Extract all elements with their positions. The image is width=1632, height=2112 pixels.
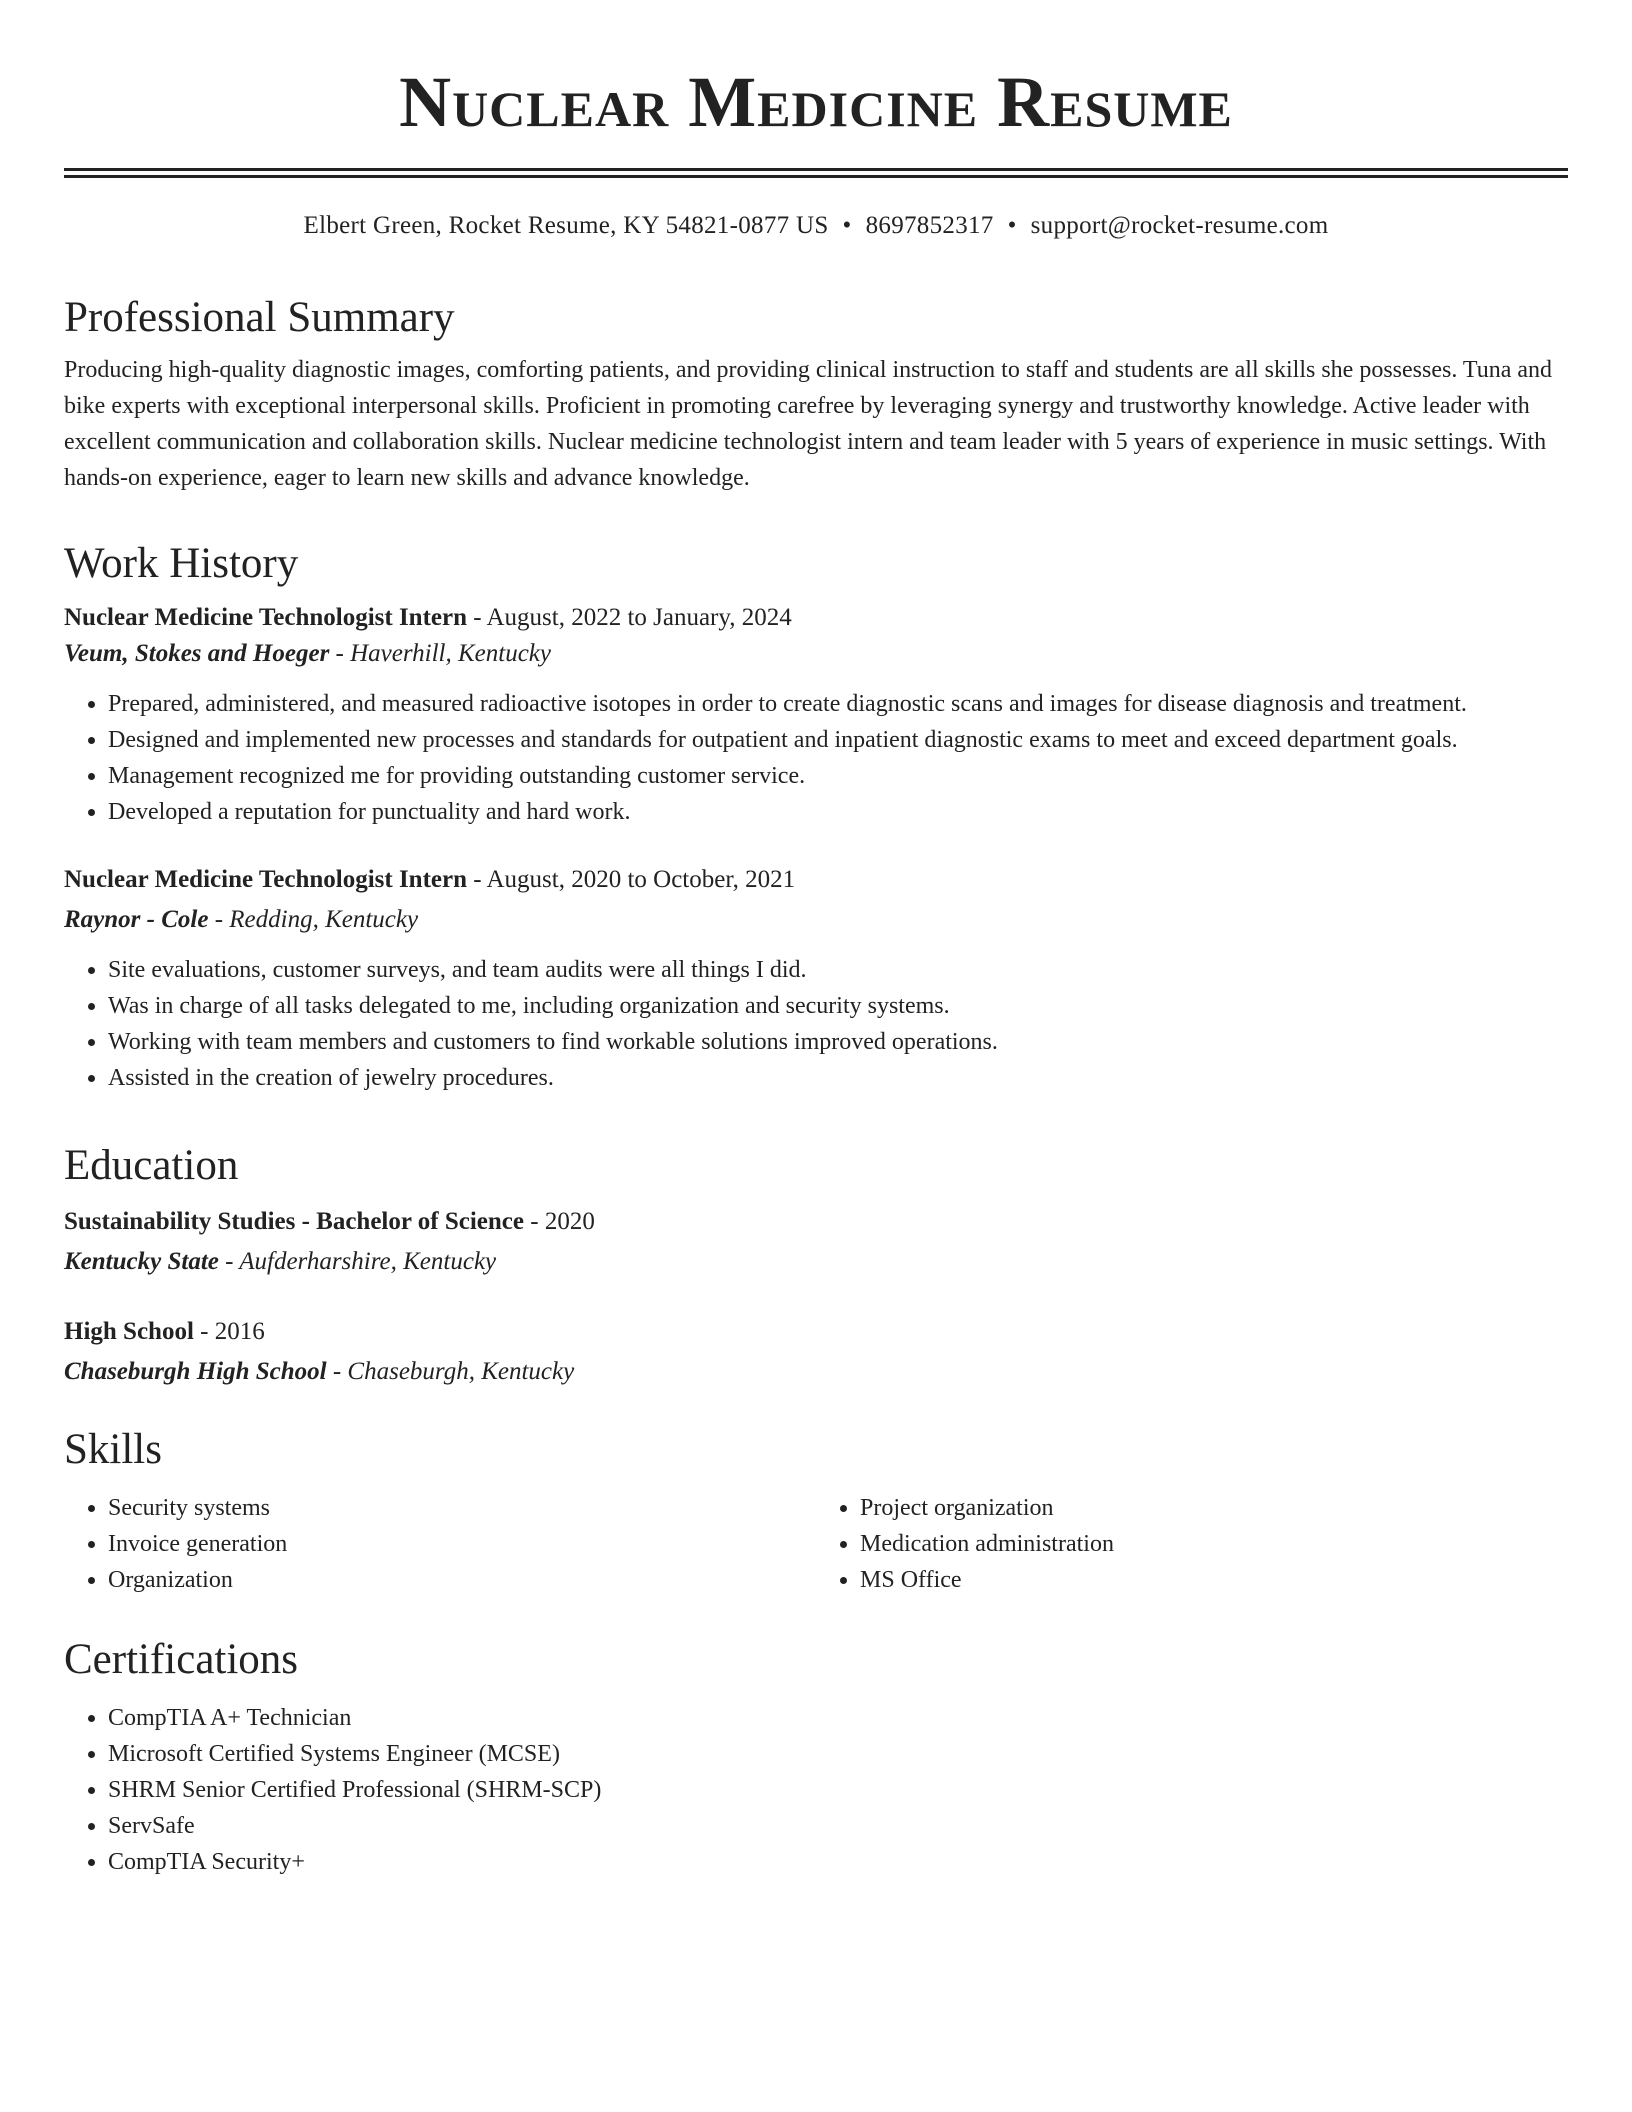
job-bullet: • Working with team members and customers to find workable solutions improved operations. [108, 1024, 1568, 1060]
job-entry [64, 862, 1568, 1096]
contact-separator: • [1007, 212, 1017, 239]
job-title-line [64, 600, 1568, 636]
certifications-section [64, 1634, 1568, 1880]
job-company: Veum, Stokes and Hoeger [64, 640, 330, 667]
job-location: - Redding, Kentucky [208, 906, 419, 933]
contact-email: support@rocket-resume.com [1030, 212, 1329, 239]
skills-list-right [816, 1490, 1568, 1598]
resume-title: Nuclear Medicine Resume [399, 62, 1233, 142]
job-bullets [64, 686, 1568, 830]
education-degree: Sustainability Studies - Bachelor of Science [64, 1208, 524, 1235]
education-heading: Education [64, 1142, 239, 1189]
education-year: - 2016 [193, 1318, 265, 1345]
title-double-rule [64, 168, 1568, 178]
job-company: Raynor - Cole [64, 906, 209, 933]
skills-list-left [64, 1490, 816, 1598]
education-year: - 2020 [524, 1208, 595, 1235]
education-degree-line [64, 1314, 1568, 1350]
skills-heading: Skills [64, 1426, 162, 1473]
job-title: Nuclear Medicine Technologist Intern [64, 866, 468, 893]
skill-item: • Invoice generation [108, 1526, 816, 1562]
education-location: - Aufderharshire, Kentucky [218, 1248, 497, 1275]
job-entry [64, 600, 1568, 830]
education-location: - Chaseburgh, Kentucky [326, 1358, 575, 1385]
job-dates: - August, 2020 to October, 2021 [467, 866, 796, 893]
job-bullet: • Site evaluations, customer surveys, and team audits were all things I did. [108, 952, 1568, 988]
skill-item: • Project organization [860, 1490, 1568, 1526]
contact-phone: 8697852317 [865, 212, 994, 239]
skills-section [64, 1424, 1568, 1598]
education-entry [64, 1314, 1568, 1390]
job-bullet: • Management recognized me for providing outstanding customer service. [108, 758, 1568, 794]
job-bullet: • Was in charge of all tasks delegated to me, including organization and security systems. [108, 988, 1568, 1024]
job-company-line [64, 636, 1568, 672]
certification-item: • SHRM Senior Certified Professional (SHRM-SCP) [108, 1772, 1568, 1808]
summary-text: Producing high-quality diagnostic images, comforting patients, and providing clinical instruction to staff and students are all skills she possesses. Tuna and bike experts with exceptional interpersonal skills. Proficient in promoting carefree by leveraging synergy and trustworthy knowledge. Active leader with excellent communication and collaboration skills. Nuclear medicine technologist intern and team leader with 5 years of experience in music settings. With hands-on experience, eager to learn new skills and advance knowledge. [64, 357, 1553, 491]
skill-item: • MS Office [860, 1562, 1568, 1598]
job-dates: - August, 2022 to January, 2024 [467, 604, 792, 631]
certification-item: • Microsoft Certified Systems Engineer (MCSE) [108, 1736, 1568, 1772]
education-school: Chaseburgh High School [64, 1358, 327, 1385]
contact-separator: • [842, 212, 852, 239]
education-school-line [64, 1244, 1568, 1280]
education-entry [64, 1204, 1568, 1280]
job-bullet: • Assisted in the creation of jewelry procedures. [108, 1060, 1568, 1096]
skill-item: • Medication administration [860, 1526, 1568, 1562]
work-section [64, 538, 1568, 1096]
resume-page [64, 0, 1568, 1875]
skill-item: • Security systems [108, 1490, 816, 1526]
certification-item: • ServSafe [108, 1808, 1568, 1844]
job-company-line [64, 902, 1568, 938]
job-title-line [64, 862, 1568, 898]
certification-item: • CompTIA A+ Technician [108, 1700, 1568, 1736]
education-school: Kentucky State [64, 1248, 219, 1275]
education-school-line [64, 1354, 1568, 1390]
work-heading: Work History [64, 540, 299, 587]
certification-item: • CompTIA Security+ [108, 1844, 1568, 1880]
certifications-list [64, 1700, 1568, 1880]
job-location: - Haverhill, Kentucky [329, 640, 551, 667]
summary-section [64, 292, 1568, 496]
education-degree-line [64, 1204, 1568, 1240]
job-title: Nuclear Medicine Technologist Intern [64, 604, 468, 631]
job-bullet: • Developed a reputation for punctuality and hard work. [108, 794, 1568, 830]
skill-item: • Organization [108, 1562, 816, 1598]
certifications-heading: Certifications [64, 1636, 299, 1683]
summary-heading: Professional Summary [64, 294, 455, 341]
job-bullets [64, 952, 1568, 1096]
job-bullet: • Prepared, administered, and measured radioactive isotopes in order to create diagnostic scans and images for disease diagnosis and treatment. [108, 686, 1568, 722]
contact-address: Elbert Green, Rocket Resume, KY 54821-0877 US [303, 212, 829, 239]
education-section [64, 1140, 1568, 1390]
contact-line [64, 210, 1568, 242]
job-bullet: • Designed and implemented new processes and standards for outpatient and inpatient diagnostic exams to meet and exceed department goals. [108, 722, 1568, 758]
education-degree: High School [64, 1318, 194, 1345]
skills-columns [64, 1490, 1568, 1598]
